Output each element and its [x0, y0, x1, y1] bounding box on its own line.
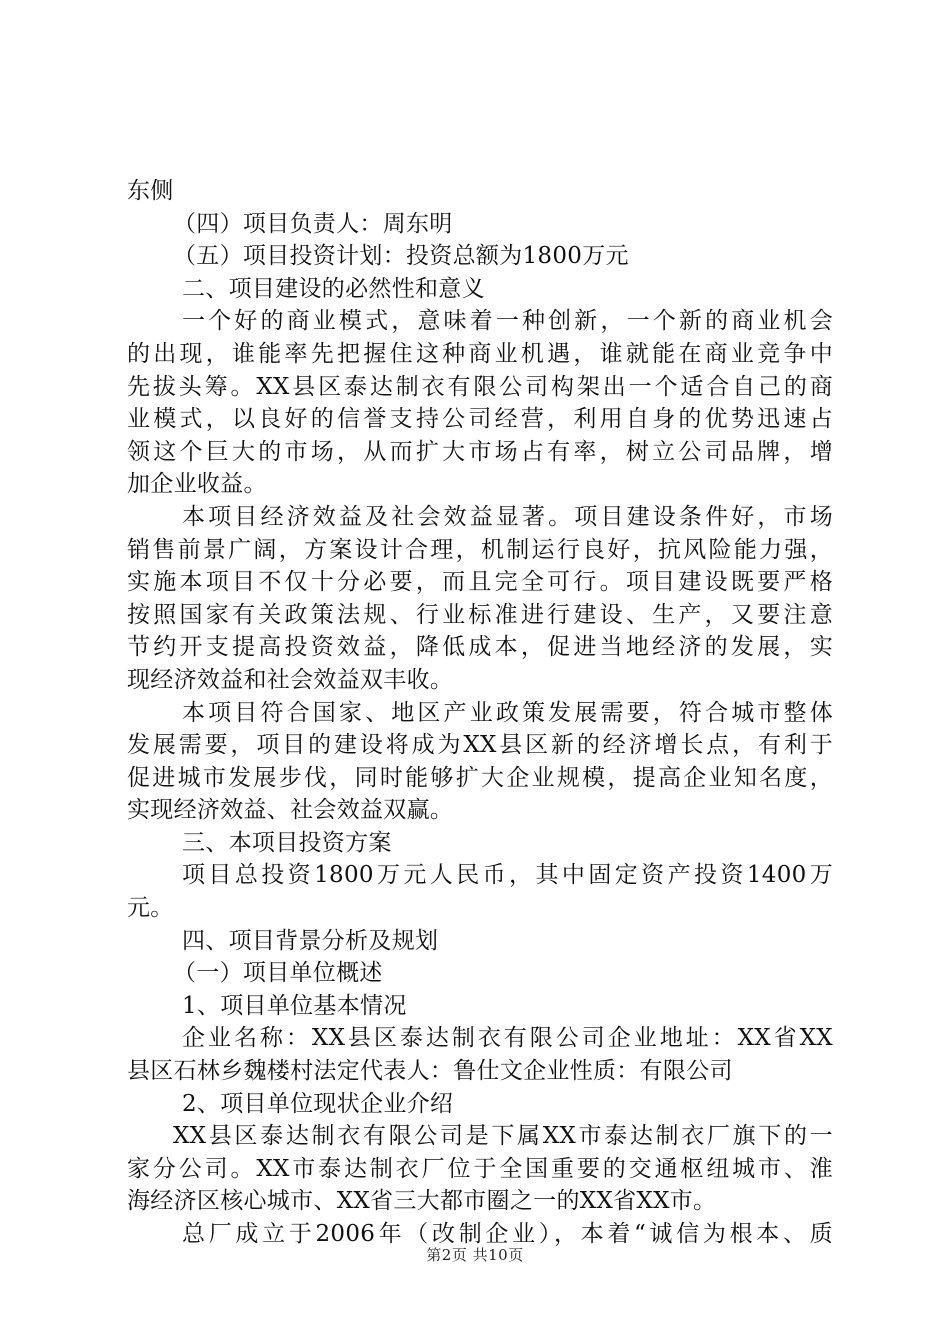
section-heading: 二、项目建设的必然性和意义 — [182, 275, 485, 302]
text-line: XX县区泰达制衣有限公司是下属XX市泰达制衣厂旗下的一 — [173, 1123, 833, 1150]
text-line: 企业名称：XX县区泰达制衣有限公司企业地址：XX省XX — [182, 1025, 833, 1052]
text-line: 按照国家有关政策法规、行业标准进行建设、生产，又要注意 — [127, 601, 833, 628]
text-line: 项目总投资1800万元人民币，其中固定资产投资1400万 — [182, 862, 833, 889]
text-line: 业模式，以良好的信誉支持公司经营，利用自身的优势迅速占 — [127, 406, 833, 433]
text-line: 节约开支提高投资效益，降低成本，促进当地经济的发展，实 — [127, 634, 833, 661]
document-body — [127, 175, 833, 1251]
subsection-heading: 2、项目单位现状企业介绍 — [182, 1090, 454, 1117]
text-line: 实施本项目不仅十分必要，而且完全可行。项目建设既要严格 — [127, 569, 833, 596]
text-line: 本项目经济效益及社会效益显著。项目建设条件好，市场 — [182, 503, 833, 530]
text-line: 总厂成立于2006年（改制企业），本着“诚信为根本、质 — [182, 1221, 833, 1247]
page-footer: 第2页 共10页 — [426, 1246, 524, 1264]
text-line: （四）项目负责人：周东明 — [173, 210, 453, 237]
subsection-heading: （一）项目单位概述 — [173, 960, 383, 987]
text-line: 促进城市发展步伐，同时能够扩大企业规模，提高企业知名度， — [127, 764, 833, 791]
subsection-heading: 1、项目单位基本情况 — [182, 992, 407, 1019]
text-line: 本项目符合国家、地区产业政策发展需要，符合城市整体 — [182, 699, 833, 726]
text-line: 领这个巨大的市场，从而扩大市场占有率，树立公司品牌，增 — [127, 438, 833, 465]
section-heading: 四、项目背景分析及规划 — [182, 927, 439, 954]
text-line: 实现经济效益、社会效益双赢。 — [127, 797, 454, 824]
section-heading: 三、本项目投资方案 — [182, 829, 392, 856]
text-line: 家分公司。XX市泰达制衣厂位于全国重要的交通枢纽城市、淮 — [127, 1155, 833, 1182]
text-line: 加企业收益。 — [127, 471, 267, 498]
text-line: 一个好的商业模式，意味着一种创新，一个新的商业机会 — [182, 308, 833, 335]
text-line: 东侧 — [127, 178, 174, 204]
text-line: 现经济效益和社会效益双丰收。 — [127, 666, 454, 693]
text-line: 海经济区核心城市、XX省三大都市圈之一的XX省XX市。 — [127, 1188, 717, 1215]
text-line: 的出现，谁能率先把握住这种商业机遇，谁就能在商业竞争中 — [127, 340, 833, 367]
text-line: 县区石林乡魏楼村法定代表人：鲁仕文企业性质：有限公司 — [127, 1058, 733, 1085]
text-line: 销售前景广阔，方案设计合理，机制运行良好，抗风险能力强， — [127, 536, 833, 563]
text-line: 元。 — [127, 895, 174, 922]
text-line: （五）项目投资计划：投资总额为1800万元 — [173, 243, 629, 270]
text-line: 先拔头筹。XX县区泰达制衣有限公司构架出一个适合自己的商 — [127, 373, 833, 400]
text-line: 发展需要，项目的建设将成为XX县区新的经济增长点，有利于 — [127, 732, 833, 759]
